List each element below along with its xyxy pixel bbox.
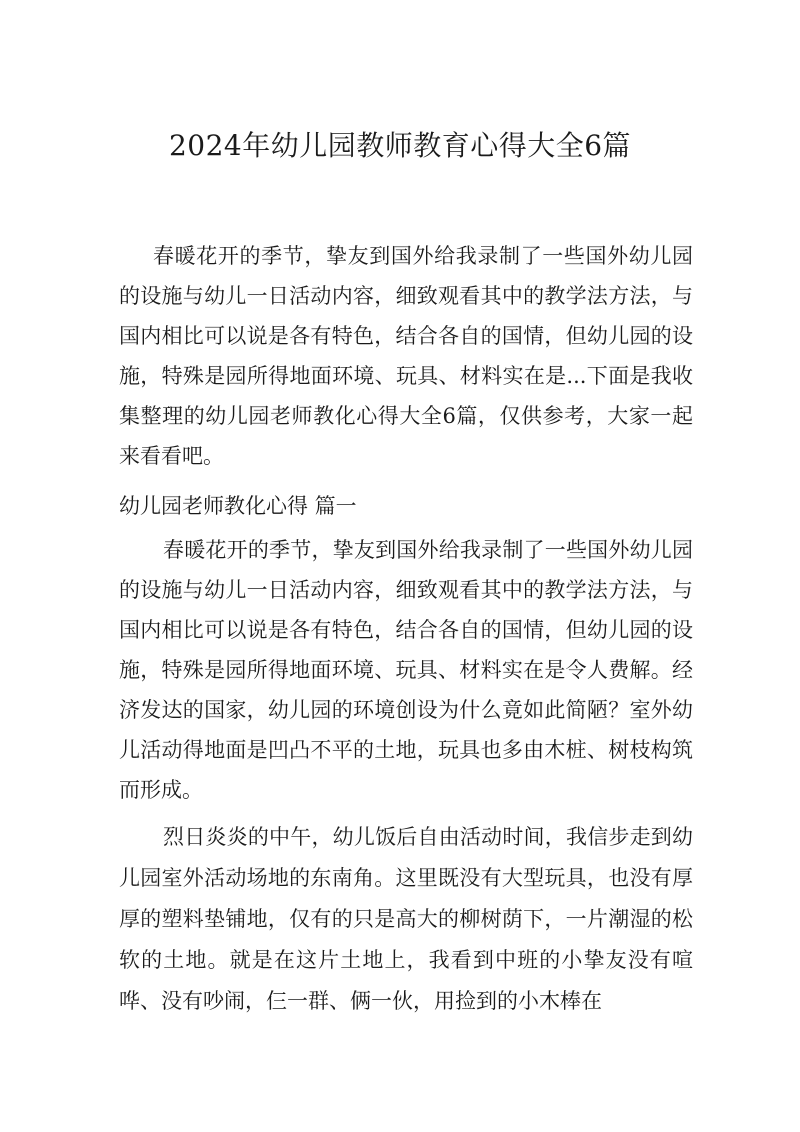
section-heading: 幼儿园老师教化心得 篇一 <box>119 494 357 518</box>
intro-paragraph: 春暖花开的季节，挚友到国外给我录制了一些国外幼儿园的设施与幼儿一日活动内容，细致观看其中的教学法方法，与国内相比可以说是各有特色，结合各自的国情，但幼儿园的设施，特殊是园所得地面环境、玩具、材料实在是...下面是我收集整理的幼儿园老师教化心得大全6篇，仅供参考，大家一起来看看吧。 <box>119 244 693 468</box>
body-paragraph-2: 烈日炎炎的中午，幼儿饭后自由活动时间，我信步走到幼儿园室外活动场地的东南角。这里既没有大型玩具，也没有厚厚的塑料垫铺地，仅有的只是高大的柳树荫下，一片潮湿的松软的土地。就是在这片土地上，我看到中班的小挚友没有喧哗、没有吵闹，仨一群、俩一伙，用捡到的小木棒在 <box>119 825 693 1013</box>
document-title: 2024年幼儿园教师教育心得大全6篇 <box>168 129 632 162</box>
body-paragraph-1: 春暖花开的季节，挚友到国外给我录制了一些国外幼儿园的设施与幼儿一日活动内容，细致观看其中的教学法方法，与国内相比可以说是各有特色，结合各自的国情，但幼儿园的设施，特殊是园所得地面环境、玩具、材料实在是令人费解。经济发达的国家，幼儿园的环境创设为什么竟如此简陋？室外幼儿活动得地面是凹凸不平的土地，玩具也多由木桩、树枝构筑而形成。 <box>119 538 693 802</box>
